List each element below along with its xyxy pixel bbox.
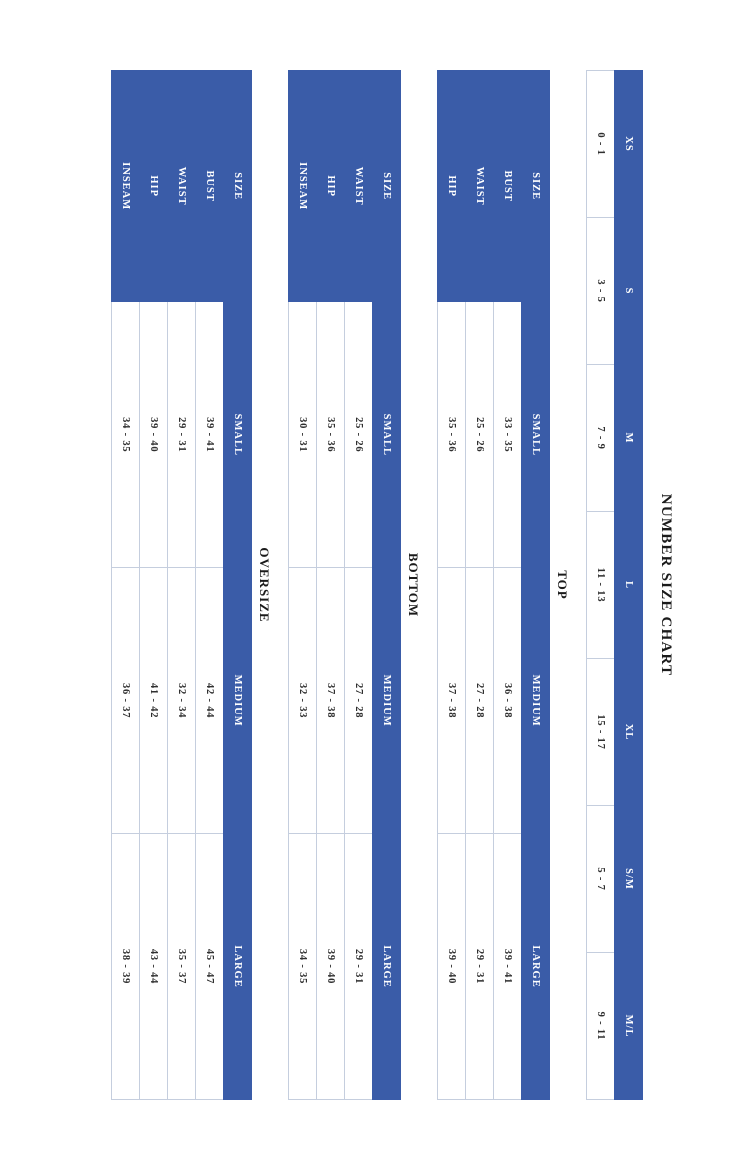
cell-header-size: SIZE [522, 71, 550, 302]
cell-value-large: 43 - 44 [140, 834, 168, 1100]
cell-row-label: HIP [438, 71, 466, 302]
cell-header-large: LARGE [224, 834, 252, 1100]
page-title: NUMBER SIZE CHART [658, 493, 674, 677]
cell-header-large: LARGE [373, 834, 401, 1100]
cell-number-6: 9 - 11 [587, 953, 615, 1100]
cell-value-small: 33 - 35 [494, 302, 522, 568]
table-row-header [373, 71, 401, 1100]
cell-header-medium: MEDIUM [373, 568, 401, 834]
cell-value-medium: 36 - 38 [494, 568, 522, 834]
cell-value-large: 38 - 39 [112, 834, 140, 1100]
cell-row-label: BUST [494, 71, 522, 302]
top-chart-title: TOP [555, 570, 570, 600]
cell-header-size: SIZE [224, 71, 252, 302]
table-row-header [522, 71, 550, 1100]
cell-value-large: 39 - 41 [494, 834, 522, 1100]
cell-row-label: HIP [317, 71, 345, 302]
cell-value-large: 29 - 31 [466, 834, 494, 1100]
table-row [466, 71, 494, 1100]
number-size-table [586, 70, 643, 1100]
cell-number-3: 11 - 13 [587, 512, 615, 659]
cell-value-small: 39 - 41 [196, 302, 224, 568]
cell-value-small: 35 - 36 [317, 302, 345, 568]
cell-header-small: SMALL [373, 302, 401, 568]
oversize-chart-block [111, 70, 272, 1100]
cell-number-2: 7 - 9 [587, 365, 615, 512]
table-row [112, 71, 140, 1100]
table-row [317, 71, 345, 1100]
oversize-size-table [111, 70, 252, 1100]
cell-row-label: INSEAM [289, 71, 317, 302]
cell-row-label: INSEAM [112, 71, 140, 302]
cell-header-small: SMALL [522, 302, 550, 568]
cell-letter-4: XL [615, 659, 643, 806]
cell-value-small: 30 - 31 [289, 302, 317, 568]
cell-letter-0: XS [615, 71, 643, 218]
cell-value-small: 39 - 40 [140, 302, 168, 568]
table-row [494, 71, 522, 1100]
cell-header-medium: MEDIUM [522, 568, 550, 834]
table-row [140, 71, 168, 1100]
cell-header-size: SIZE [373, 71, 401, 302]
cell-value-large: 34 - 35 [289, 834, 317, 1100]
cell-value-large: 39 - 40 [438, 834, 466, 1100]
cell-letter-2: M [615, 365, 643, 512]
bottom-chart-title: BOTTOM [406, 552, 421, 618]
table-row-letter-sizes [615, 71, 643, 1100]
top-chart-block [437, 70, 570, 1100]
cell-value-small: 25 - 26 [466, 302, 494, 568]
table-row [196, 71, 224, 1100]
cell-value-small: 35 - 36 [438, 302, 466, 568]
cell-letter-3: L [615, 512, 643, 659]
cell-value-large: 45 - 47 [196, 834, 224, 1100]
cell-header-medium: MEDIUM [224, 568, 252, 834]
table-row [168, 71, 196, 1100]
cell-number-1: 3 - 5 [587, 218, 615, 365]
cell-row-label: HIP [140, 71, 168, 302]
cell-letter-5: S/M [615, 806, 643, 953]
cell-value-medium: 37 - 38 [317, 568, 345, 834]
cell-row-label: WAIST [168, 71, 196, 302]
cell-number-0: 0 - 1 [587, 71, 615, 218]
table-row [438, 71, 466, 1100]
cell-letter-1: S [615, 218, 643, 365]
cell-number-4: 15 - 17 [587, 659, 615, 806]
cell-value-medium: 36 - 37 [112, 568, 140, 834]
bottom-chart-block [288, 70, 421, 1100]
cell-value-small: 25 - 26 [345, 302, 373, 568]
cell-value-medium: 27 - 28 [466, 568, 494, 834]
cell-value-medium: 27 - 28 [345, 568, 373, 834]
cell-header-large: LARGE [522, 834, 550, 1100]
table-row-number-sizes [587, 71, 615, 1100]
oversize-chart-title: OVERSIZE [257, 547, 272, 623]
cell-row-label: WAIST [345, 71, 373, 302]
cell-value-large: 39 - 40 [317, 834, 345, 1100]
cell-value-medium: 32 - 33 [289, 568, 317, 834]
cell-number-5: 5 - 7 [587, 806, 615, 953]
cell-row-label: WAIST [466, 71, 494, 302]
cell-value-medium: 41 - 42 [140, 568, 168, 834]
cell-row-label: BUST [196, 71, 224, 302]
number-size-chart-block [586, 70, 643, 1100]
cell-value-small: 29 - 31 [168, 302, 196, 568]
cell-value-large: 29 - 31 [345, 834, 373, 1100]
cell-value-medium: 32 - 34 [168, 568, 196, 834]
bottom-size-table [288, 70, 401, 1100]
cell-value-large: 35 - 37 [168, 834, 196, 1100]
cell-header-small: SMALL [224, 302, 252, 568]
cell-letter-6: M/L [615, 953, 643, 1100]
cell-value-medium: 37 - 38 [438, 568, 466, 834]
top-size-table [437, 70, 550, 1100]
cell-value-small: 34 - 35 [112, 302, 140, 568]
table-row [345, 71, 373, 1100]
cell-value-medium: 42 - 44 [196, 568, 224, 834]
table-row-header [224, 71, 252, 1100]
table-row [289, 71, 317, 1100]
